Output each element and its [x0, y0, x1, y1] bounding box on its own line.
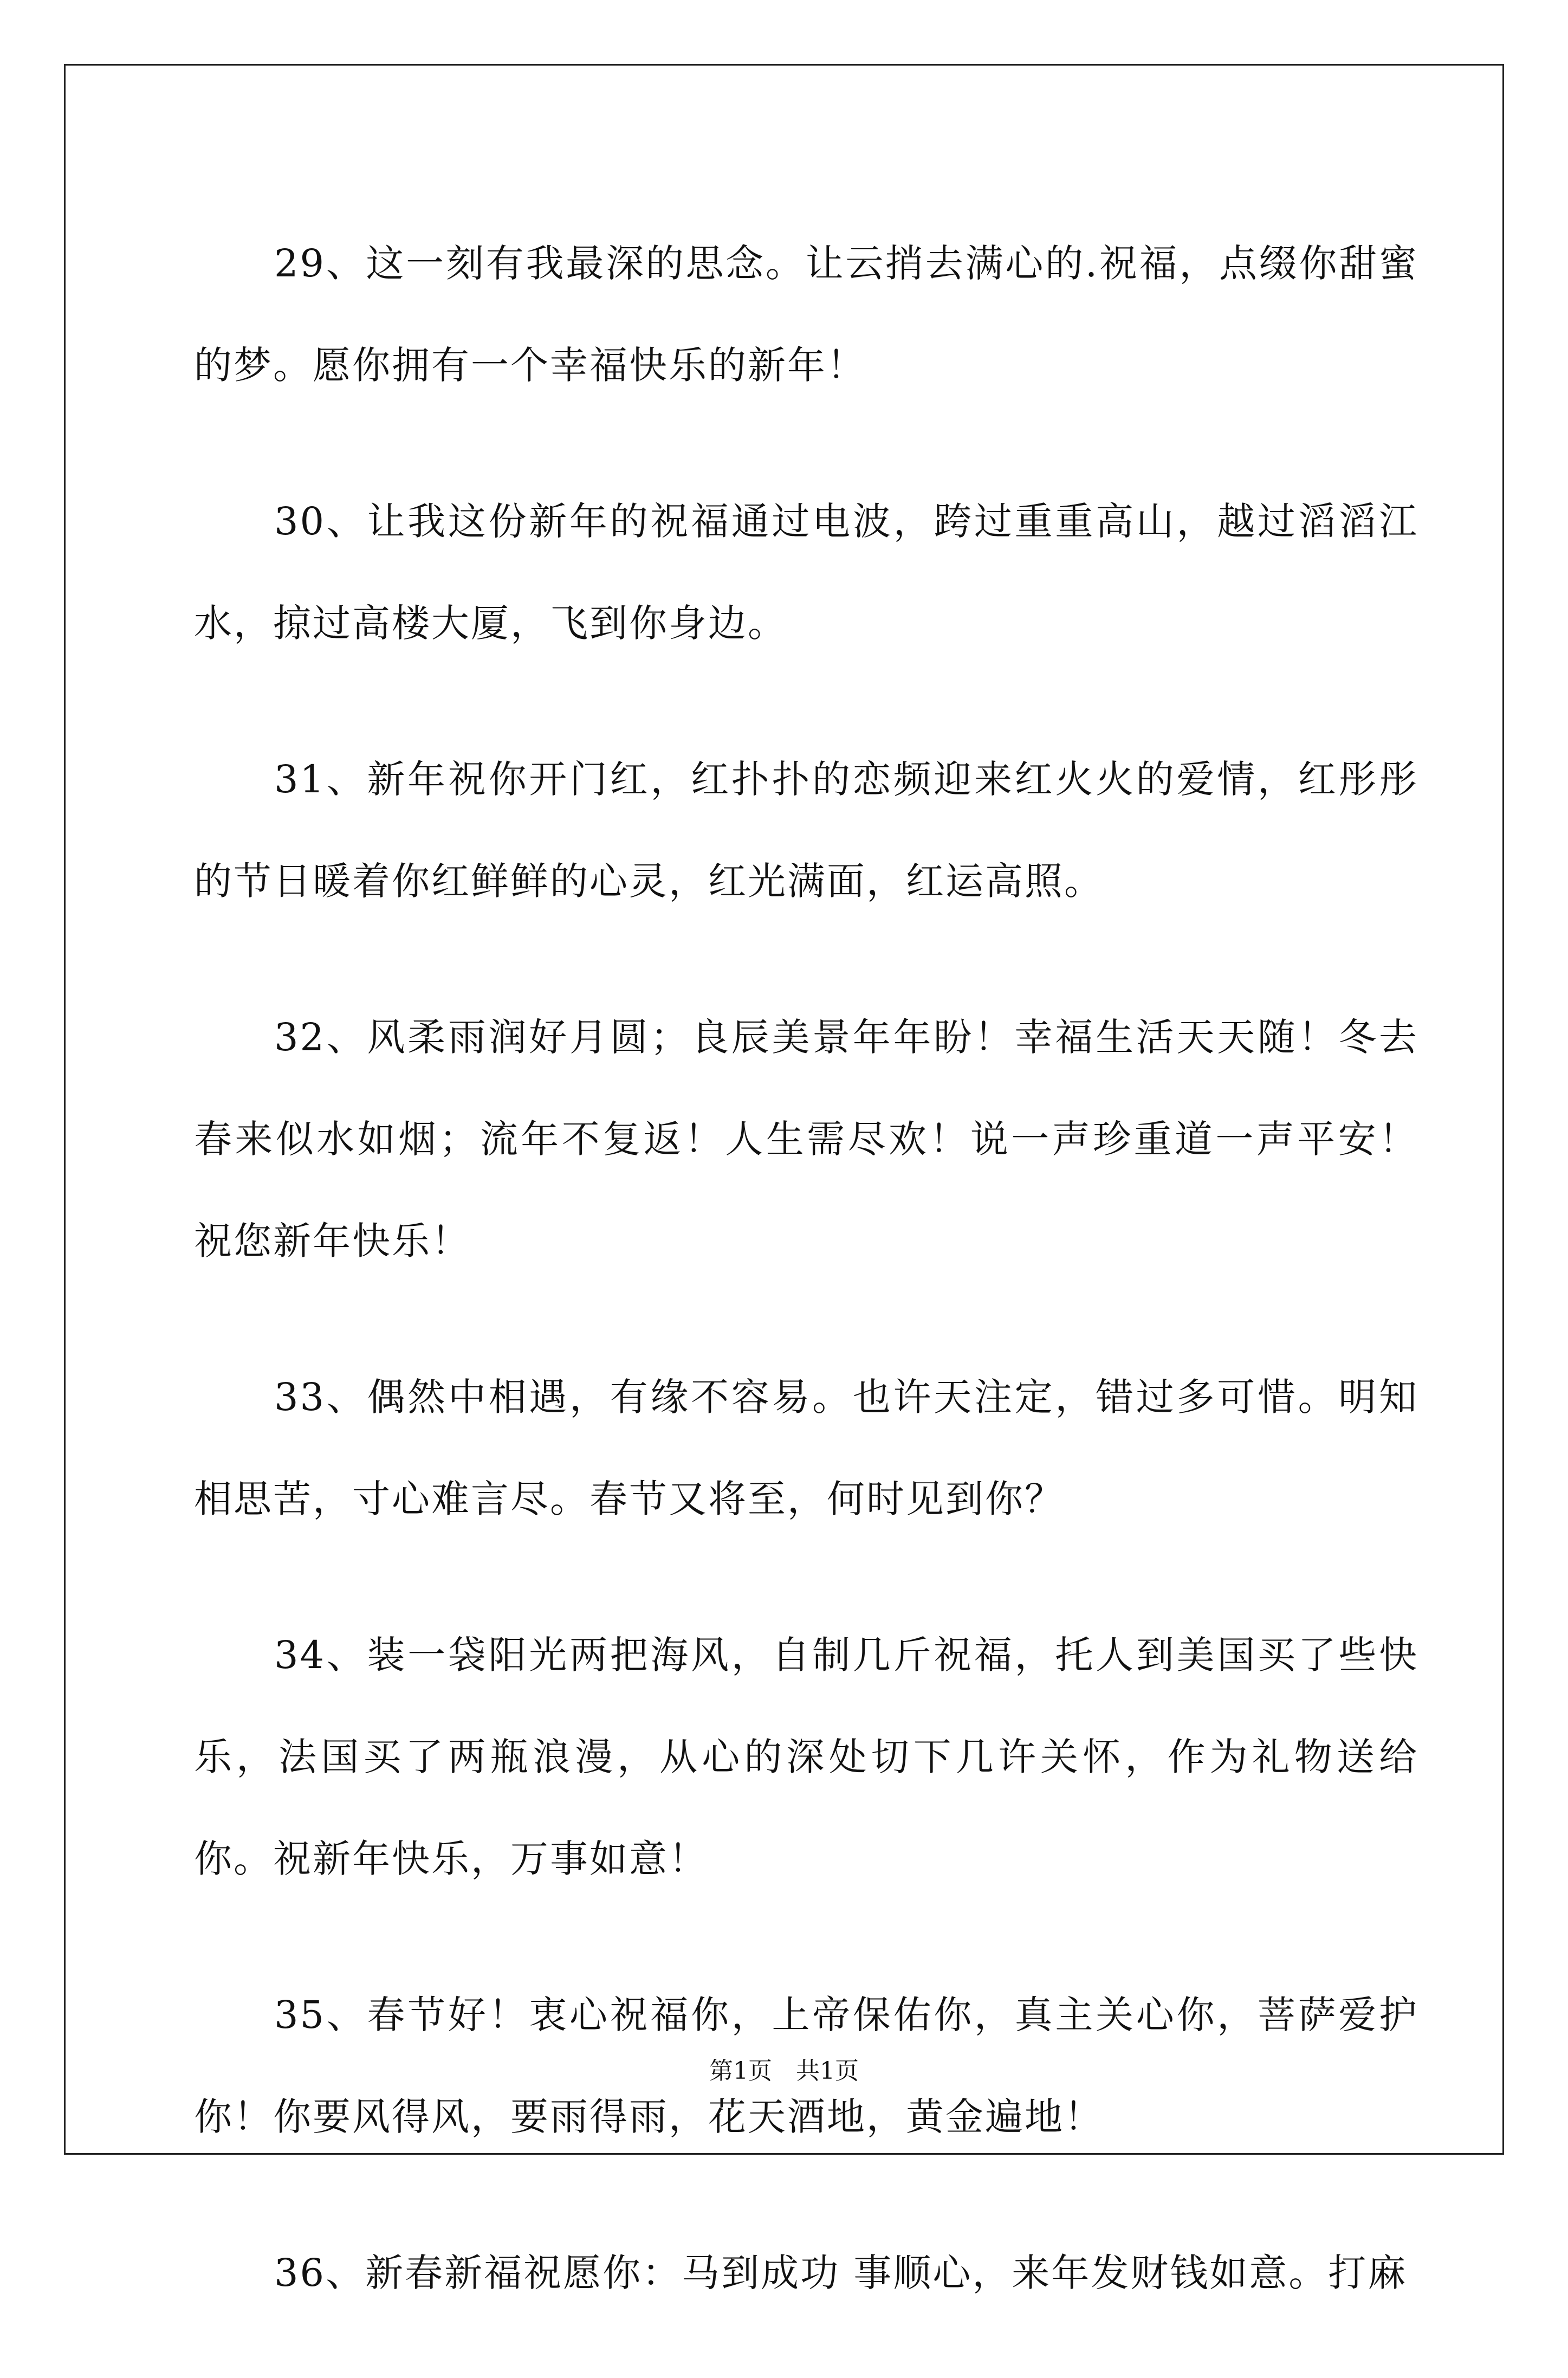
paragraph-30: 30、让我这份新年的祝福通过电波，跨过重重高山，越过滔滔江水，掠过高楼大厦，飞到你身边。 — [194, 499, 1418, 645]
paragraph-33: 33、偶然中相遇，有缘不容易。也许天注定，错过多可惜。明知相思苦，寸心难言尽。春节又将至，何时见到你？ — [194, 1375, 1418, 1521]
paragraph-32: 32、风柔雨润好月圆；良辰美景年年盼！幸福生活天天随！冬去春来似水如烟；流年不复返！人生需尽欢！说一声珍重道一声平安！祝您新年快乐！ — [194, 1015, 1418, 1263]
paragraph-31: 31、新年祝你开门红，红扑扑的恋频迎来红火火的爱情，红彤彤的节日暖着你红鲜鲜的心灵，红光满面，红运高照。 — [194, 757, 1418, 903]
paragraph-34: 34、装一袋阳光两把海风，自制几斤祝福，托人到美国买了些快乐，法国买了两瓶浪漫，从心的深处切下几许关怀，作为礼物送给你。祝新年快乐，万事如意！ — [194, 1633, 1418, 1881]
paragraph-29: 29、这一刻有我最深的思念。让云捎去满心的.祝福，点缀你甜蜜的梦。愿你拥有一个幸福快乐的新年！ — [194, 241, 1418, 387]
paragraph-35: 35、春节好！衷心祝福你，上帝保佑你，真主关心你，菩萨爱护你！你要风得风，要雨得雨，花天酒地，黄金遍地！ — [194, 1993, 1418, 2139]
document-body — [194, 212, 1418, 2378]
paragraph-36: 36、新春新福祝愿你：马到成功 事顺心，来年发财钱如意。打麻 — [274, 2251, 1408, 2295]
page-number-footer: 第1页 共1页 — [709, 2057, 859, 2085]
